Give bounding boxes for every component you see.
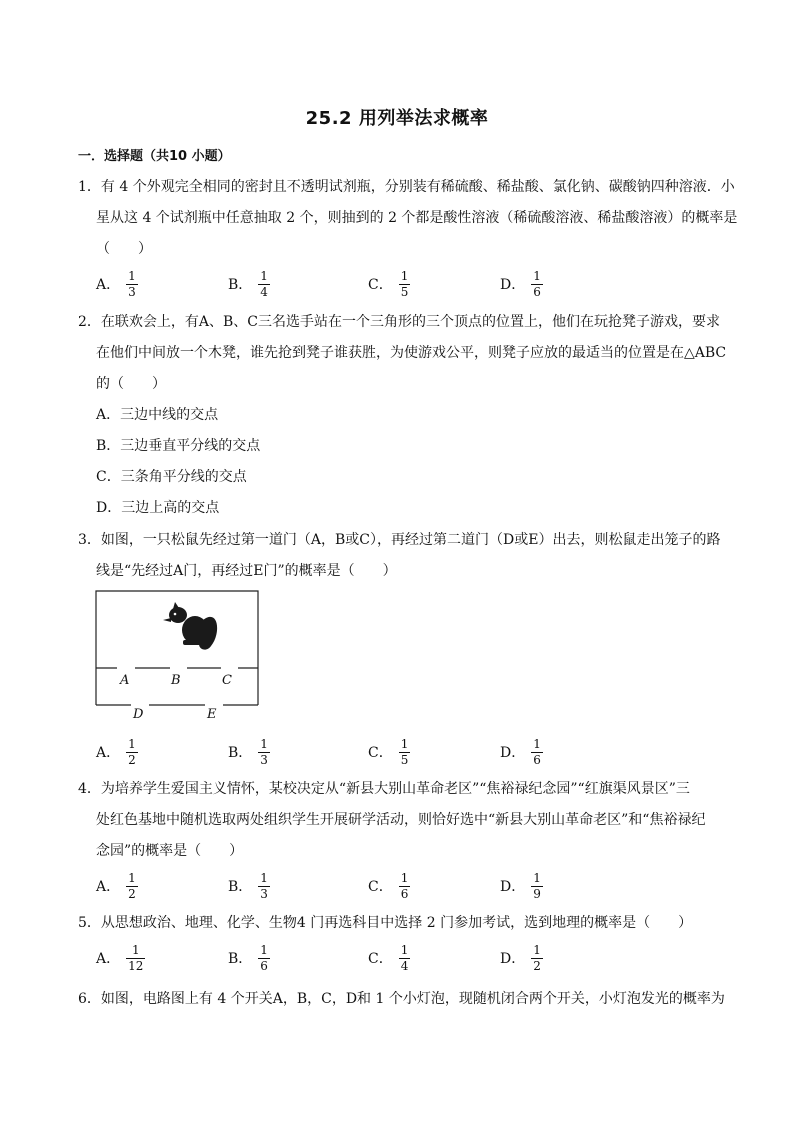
fraction: $\frac{1}{6}$ bbox=[533, 268, 541, 299]
fraction: $\frac{1}{12}$ bbox=[128, 942, 144, 973]
fraction: $\frac{1}{5}$ bbox=[400, 268, 409, 299]
q3-line1: 3．如图，一只松鼠先经过第一道门（A，B或C），再经过第二道门（D或E）出去，则松鼠走出笼子的路 bbox=[78, 532, 721, 548]
q1-option-c[interactable]: C． $\frac{1}{5}$ bbox=[368, 268, 409, 299]
q2-option-d[interactable]: D．三边上高的交点 bbox=[96, 500, 220, 516]
q1-line1: 1．有 4 个外观完全相同的密封且不透明试剂瓶，分别装有稀硫酸、稀盐酸、氯化钠、碳酸钠四种溶液．小 bbox=[78, 179, 735, 195]
fraction: $\frac{1}{4}$ bbox=[260, 268, 268, 299]
gate-label-c: C bbox=[222, 673, 232, 688]
q4-line1: 4．为培养学生爱国主义情怀，某校决定从“新县大别山革命老区”“焦裕禄纪念园”“红旗渠风景区”三 bbox=[78, 781, 690, 797]
fraction: $\frac{1}{3}$ bbox=[260, 736, 268, 767]
fraction: $\frac{1}{6}$ bbox=[533, 736, 541, 767]
squirrel-icon bbox=[163, 602, 217, 650]
q1-line3: （ ） bbox=[96, 241, 152, 257]
q2-option-c[interactable]: C．三条角平分线的交点 bbox=[96, 469, 247, 485]
q5-options bbox=[96, 938, 716, 978]
q4-option-d[interactable]: D． $\frac{1}{9}$ bbox=[500, 870, 541, 901]
q4-line3: 念园”的概率是（ ） bbox=[96, 843, 244, 859]
q2-option-a[interactable]: A．三边中线的交点 bbox=[96, 407, 219, 423]
section-heading: 一．选择题（共10 小题） bbox=[78, 149, 231, 164]
q3-line2: 线是“先经过A门，再经过E门”的概率是（ ） bbox=[96, 563, 397, 579]
q4-line2: 处红色基地中随机选取两处组织学生开展研学活动，则恰好选中“新县大别山革命老区”和“焦裕禄纪 bbox=[96, 812, 706, 828]
q5-line1: 5．从思想政治、地理、化学、生物4 门再选科目中选择 2 门参加考试，选到地理的概率是（ ） bbox=[78, 915, 693, 931]
q1-options bbox=[96, 264, 716, 304]
fraction: $\frac{1}{2}$ bbox=[533, 942, 541, 973]
q1-line2: 星从这 4 个试剂瓶中任意抽取 2 个，则抽到的 2 个都是酸性溶液（稀硫酸溶液、稀盐酸溶液）的概率是 bbox=[96, 210, 738, 226]
q2-line3: 的（ ） bbox=[96, 376, 166, 392]
q4-options bbox=[96, 866, 716, 906]
fraction: $\frac{1}{3}$ bbox=[128, 268, 136, 299]
q6-line1: 6．如图，电路图上有 4 个开关A，B，C，D和 1 个小灯泡，现随机闭合两个开关，小灯泡发光的概率为 bbox=[78, 991, 725, 1007]
q5-option-b[interactable]: B． $\frac{1}{6}$ bbox=[228, 942, 268, 973]
q5-option-d[interactable]: D． $\frac{1}{2}$ bbox=[500, 942, 541, 973]
fraction: $\frac{1}{5}$ bbox=[400, 736, 409, 767]
q5-option-c[interactable]: C． $\frac{1}{4}$ bbox=[368, 942, 409, 973]
q4-option-b[interactable]: B． $\frac{1}{3}$ bbox=[228, 870, 268, 901]
q3-options bbox=[96, 732, 716, 772]
fraction: $\frac{1}{4}$ bbox=[400, 942, 409, 973]
gate-label-b: B bbox=[171, 673, 181, 688]
fraction: $\frac{1}{9}$ bbox=[533, 870, 541, 901]
q1-option-b[interactable]: B． $\frac{1}{4}$ bbox=[228, 268, 268, 299]
q2-line1: 2．在联欢会上，有A、B、C三名选手站在一个三角形的三个顶点的位置上，他们在玩抢凳子游戏，要求 bbox=[78, 314, 721, 330]
gate-label-e: E bbox=[207, 707, 217, 722]
q2-option-b[interactable]: B．三边垂直平分线的交点 bbox=[96, 438, 261, 454]
squirrel-cage-figure bbox=[95, 590, 260, 720]
fraction: $\frac{1}{6}$ bbox=[400, 870, 409, 901]
fraction: $\frac{1}{3}$ bbox=[260, 870, 268, 901]
q5-option-a[interactable]: A． $\frac{1}{12}$ bbox=[96, 942, 144, 973]
page-title: 25.2 用列举法求概率 bbox=[305, 108, 489, 129]
q4-option-c[interactable]: C． $\frac{1}{6}$ bbox=[368, 870, 409, 901]
fraction: $\frac{1}{2}$ bbox=[128, 870, 136, 901]
q3-option-c[interactable]: C． $\frac{1}{5}$ bbox=[368, 736, 409, 767]
q1-option-a[interactable]: A． $\frac{1}{3}$ bbox=[96, 268, 136, 299]
cage-diagram bbox=[95, 590, 260, 720]
q3-option-a[interactable]: A． $\frac{1}{2}$ bbox=[96, 736, 136, 767]
fraction: $\frac{1}{2}$ bbox=[128, 736, 136, 767]
q3-option-d[interactable]: D． $\frac{1}{6}$ bbox=[500, 736, 541, 767]
fraction: $\frac{1}{6}$ bbox=[260, 942, 268, 973]
gate-label-d: D bbox=[133, 707, 144, 722]
q2-line2: 在他们中间放一个木凳，谁先抢到凳子谁获胜，为使游戏公平，则凳子应放的最适当的位置是在△ABC bbox=[96, 345, 727, 361]
q3-option-b[interactable]: B． $\frac{1}{3}$ bbox=[228, 736, 268, 767]
q4-option-a[interactable]: A． $\frac{1}{2}$ bbox=[96, 870, 136, 901]
gate-label-a: A bbox=[120, 673, 130, 688]
q1-option-d[interactable]: D． $\frac{1}{6}$ bbox=[500, 268, 541, 299]
